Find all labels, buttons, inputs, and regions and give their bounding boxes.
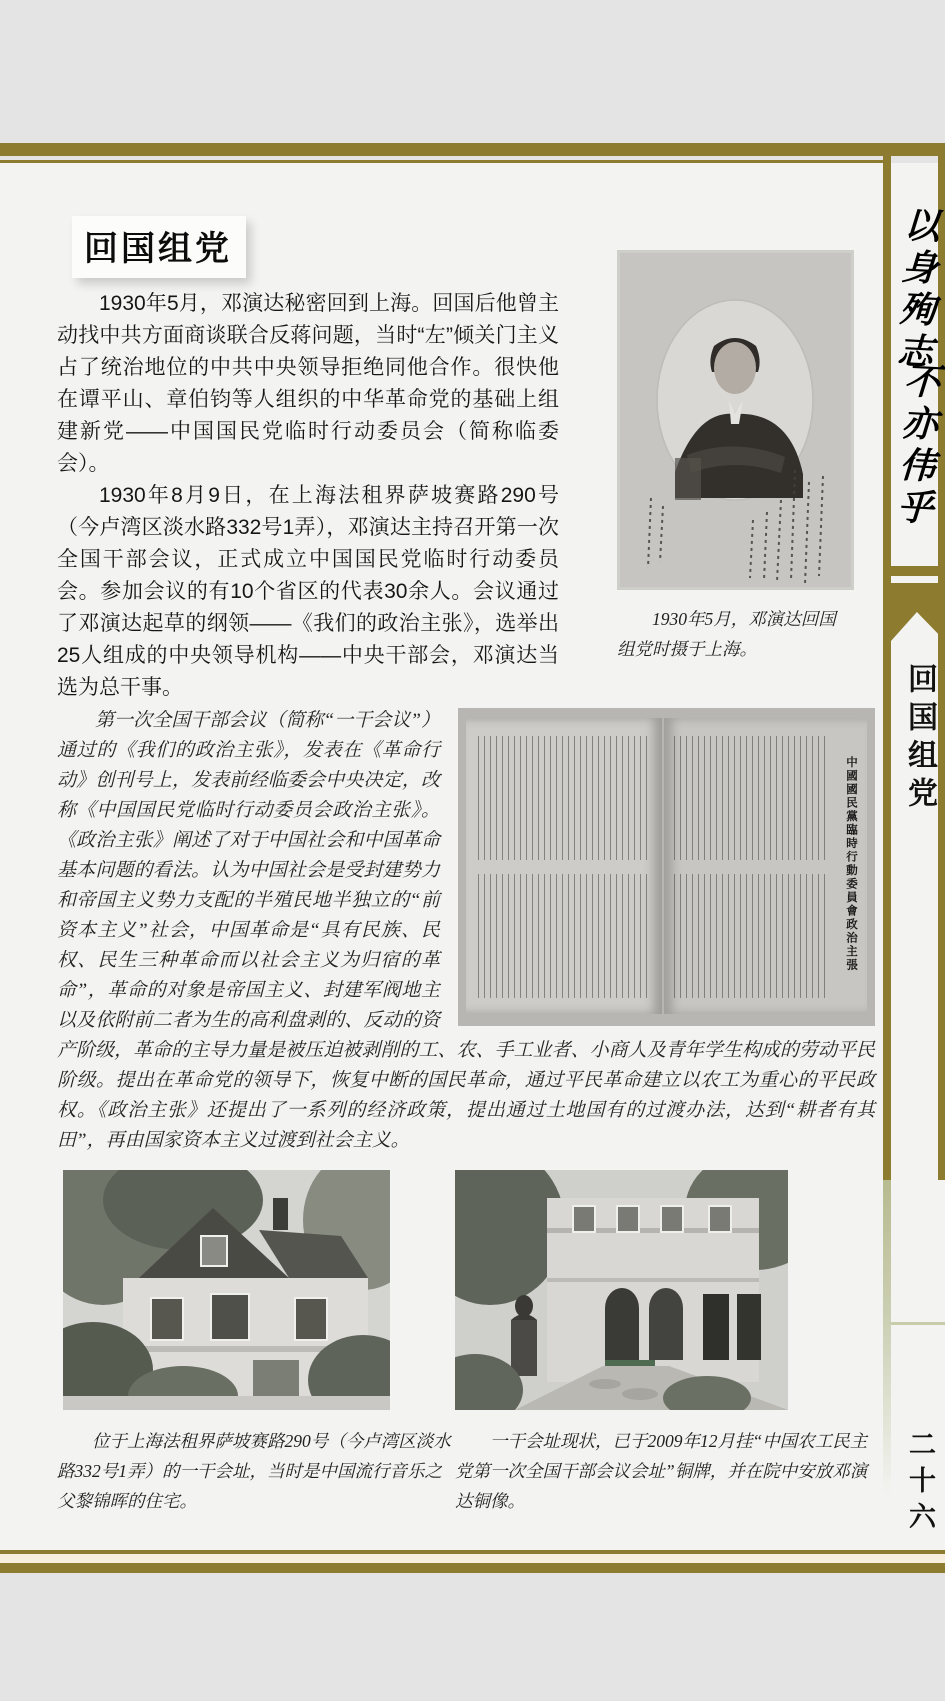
intro-section — [57, 288, 875, 704]
intro-paragraph-2: 1930年8月9日，在上海法租界萨坡赛路290号（今卢湾区淡水路332号1弄），邓演达主持召开第一次全国干部会议，正式成立中国国民党临时行动委员会。参加会议的有10个省区的代表30余人。会议通过了邓演达起草的纲领——《我们的政治主张》，选举出25人组成的中央领导机构——中央干部会，邓演达当选为总干事。 — [57, 484, 559, 699]
portrait-caption: 1930年5月，邓演达回国组党时摄于上海。 — [617, 609, 836, 659]
portrait-figure — [617, 250, 857, 664]
sidebar-ribbon-top — [891, 566, 945, 576]
chapter-tab-label: 回国组党 — [903, 663, 936, 815]
sidebar-divider-line — [891, 1322, 945, 1325]
policy-section — [57, 704, 875, 1156]
deng-yanda-portrait-photo — [617, 250, 854, 590]
document-left-page — [466, 718, 662, 1014]
bottom-gold-bar — [0, 1563, 945, 1573]
courtyard-caption: 一干会址现状，已于2009年12月挂“中国农工民主党第一次全国干部会议会址”铜牌，并在院中安放邓演达铜像。 — [455, 1431, 868, 1511]
intro-paragraph-1: 1930年5月，邓演达秘密回到上海。回国后他曾主动找中共方面商谈联合反蒋问题，当时“左”倾关门主义占了统治地位的中共中央领导拒绝同他合作。很快他在谭平山、章伯钧等人组织的中华革命党的基础上组建新党——中国国民党临时行动委员会（简称临委会）。 — [57, 292, 559, 475]
top-gold-bar — [0, 143, 945, 156]
section-title: 回国组党 — [84, 230, 232, 268]
calligraphy-inscription-2: 不亦伟乎 — [890, 361, 942, 532]
section-title-card — [72, 216, 246, 278]
document-scan-figure — [458, 708, 875, 1026]
bottom-gray-band — [0, 1573, 945, 1701]
page-number: 二十六 — [905, 1430, 935, 1538]
document-right-page — [664, 718, 867, 1014]
house-figure — [57, 1170, 455, 1516]
policy-paragraph: 第一次全国干部会议（简称“一干会议”）通过的《我们的政治主张》，发表在《革命行动》创刊号上，发表前经临委会中央决定，改称《中国国民党临时行动委员会政治主张》。《政治主张》阐述了对于中国社会和中国革命基本问题的看法。认为中国社会是受封建势力和帝国主义势力支配的半殖民地半独立的“前资本主义”社会，中国革命是“具有民族、民权、民生三种革命而以社会主义为归宿的革命”，革命的对象是帝国主义、封建军阀地主以及依附前二者为生的高利盘剥的、反动的资产阶级，革命的主导力量是被压迫被剥削的工、农、手工业者、小商人及青年学生构成的劳动平民阶级。提出在革命党的领导下，恢复中断的国民革命，通过平民革命建立以农工为重心的平民政权。《政治主张》还提出了一系列的经济政策，提出通过土地国有的过渡办法，达到“耕者有其田”，再由国家资本主义过渡到社会主义。 — [57, 710, 875, 1151]
political-program-document-scan — [458, 708, 875, 1026]
bottom-cream-line — [0, 1554, 945, 1563]
calligraphy-inscription-1: 以身殉志 — [890, 205, 942, 376]
house-caption: 位于上海法租界萨坡赛路290号（今卢湾区淡水路332号1弄）的一干会址，当时是中国流行音乐之父黎锦晖的住宅。 — [57, 1431, 451, 1511]
courtyard-figure — [455, 1170, 875, 1516]
main-content — [57, 163, 875, 1516]
document-vertical-title: 中國國民黨臨時行動委員會政治主張 — [845, 756, 857, 972]
bottom-figures-row — [57, 1156, 875, 1516]
house-photo — [63, 1170, 390, 1410]
courtyard-photo — [455, 1170, 788, 1410]
sidebar-gold-line-fade — [883, 1180, 891, 1495]
